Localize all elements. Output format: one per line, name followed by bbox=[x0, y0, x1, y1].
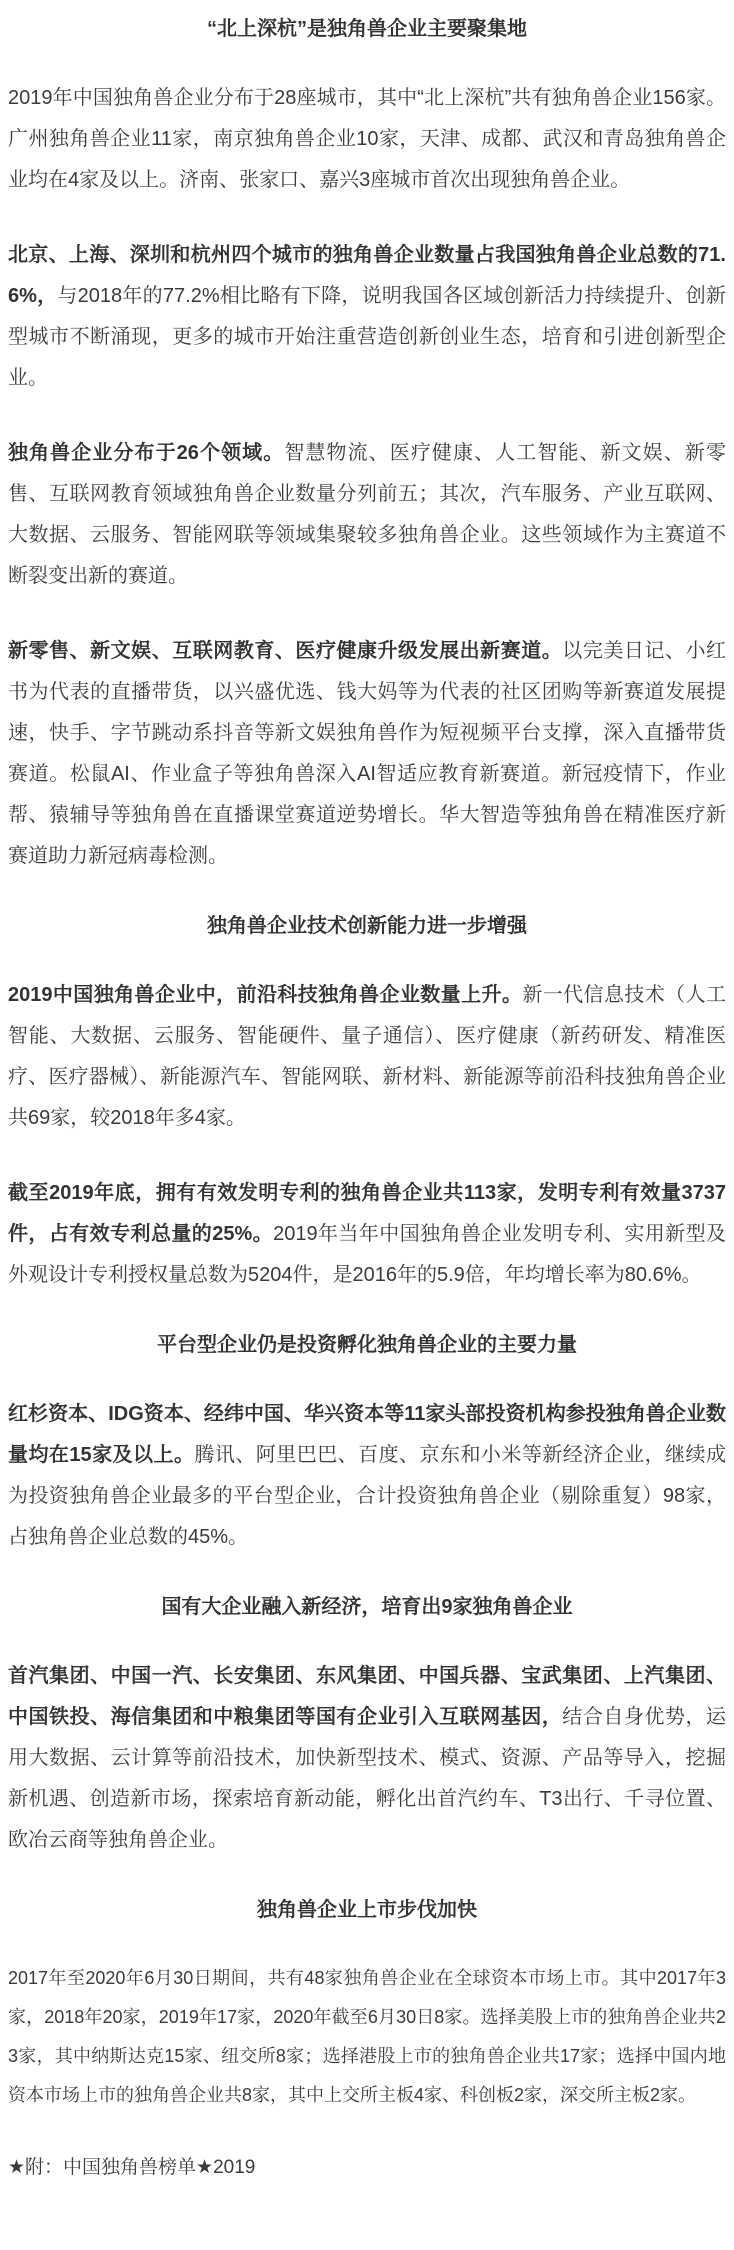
section-heading-innovation: 独角兽企业技术创新能力进一步增强 bbox=[207, 915, 527, 937]
section-heading-soe: 国有大企业融入新经济，培育出9家独角兽企业 bbox=[161, 1596, 573, 1618]
paragraph-frontier-tech-lead: 2019中国独角兽企业中，前沿科技独角兽企业数量上升。 bbox=[8, 984, 523, 1006]
paragraph-new-tracks bbox=[8, 631, 726, 877]
section-heading-platform-investors: 平台型企业仍是投资孵化独角兽企业的主要力量 bbox=[157, 1334, 577, 1356]
paragraph-soe bbox=[8, 1656, 726, 1861]
paragraph-26-fields-lead: 独角兽企业分布于26个领域。 bbox=[8, 442, 285, 464]
paragraph-city-distribution: 2019年中国独角兽企业分布于28座城市，其中“北上深杭”共有独角兽企业156家。广州独角兽企业11家，南京独角兽企业10家，天津、成都、武汉和青岛独角兽企业均在4家及以上。济南、张家口、嘉兴3座城市首次出现独角兽企业。 bbox=[8, 87, 726, 191]
paragraph-new-tracks-rest: 以完美日记、小红书为代表的直播带货，以兴盛优选、钱大妈等为代表的社区团购等新赛道发展提速，快手、字节跳动系抖音等新文娱独角兽作为短视频平台支撑，深入直播带货赛道。松鼠AI、作业盒子等独角兽深入AI智适应教育新赛道。新冠疫情下，作业帮、猿辅导等独角兽在直播课堂赛道逆势增长。华大智造等独角兽在精准医疗新赛道助力新冠病毒检测。 bbox=[8, 640, 727, 867]
paragraph-investors bbox=[8, 1394, 726, 1558]
paragraph-frontier-tech-rest: 新一代信息技术（人工智能、大数据、云服务、智能硬件、量子通信）、医疗健康（新药研发、精准医疗、医疗器械）、新能源汽车、智能网联、新材料、新能源等前沿科技独角兽企业共69家，较2018年多4家。 bbox=[8, 984, 726, 1129]
paragraph-top4-cities-rest: 与2018年的77.2%相比略有下降，说明我国各区域创新活力持续提升、创新型城市不断涌现，更多的城市开始注重营造创新创业生态，培育和引进创新型企业。 bbox=[8, 285, 727, 389]
paragraph-soe-lead: 首汽集团、中国一汽、长安集团、东风集团、中国兵器、宝武集团、上汽集团、中国铁投、海信集团和中粮集团等国有企业引入互联网基因， bbox=[8, 1665, 726, 1728]
section-heading-cities: “北上深杭”是独角兽企业主要聚集地 bbox=[207, 18, 527, 40]
paragraph-new-tracks-lead: 新零售、新文娱、互联网教育、医疗健康升级发展出新赛道。 bbox=[8, 640, 563, 662]
paragraph-26-fields bbox=[8, 433, 726, 597]
paragraph-top4-cities-lead: 北京、上海、深圳和杭州四个城市的独角兽企业数量占我国独角兽企业总数的71.6%， bbox=[8, 244, 726, 307]
paragraph-patents-rest: 2019年当年中国独角兽企业发明专利、实用新型及外观设计专利授权量总数为5204件，是2016年的5.9倍，年均增长率为80.6%。 bbox=[8, 1223, 727, 1286]
appendix-note: ★附：中国独角兽榜单★2019 bbox=[8, 2157, 256, 2178]
paragraph-investors-lead: 红杉资本、IDG资本、经纬中国、华兴资本等11家头部投资机构参投独角兽企业数量均在15家及以上。 bbox=[8, 1403, 726, 1466]
paragraph-frontier-tech bbox=[8, 975, 726, 1139]
paragraph-patents-lead: 截至2019年底，拥有有效发明专利的独角兽企业共113家，发明专利有效量3737件，占有效专利总量的25%。 bbox=[8, 1182, 726, 1245]
paragraph-26-fields-rest: 智慧物流、医疗健康、人工智能、新文娱、新零售、互联网教育领域独角兽企业数量分列前五；其次，汽车服务、产业互联网、大数据、云服务、智能网联等领域集聚较多独角兽企业。这些领域作为主赛道不断裂变出新的赛道。 bbox=[8, 442, 727, 587]
paragraph-ipo: 2017年至2020年6月30日期间，共有48家独角兽企业在全球资本市场上市。其中2017年3家，2018年20家，2019年17家，2020年截至6月30日8家。选择美股上市的独角兽企业共23家，其中纳斯达克15家、纽交所8家；选择港股上市的独角兽企业共17家；选择中国内地资本市场上市的独角兽企业共8家，其中上交所主板4家、科创板2家，深交所主板2家。 bbox=[8, 1968, 726, 2105]
section-heading-ipo: 独角兽企业上市步伐加快 bbox=[257, 1899, 477, 1921]
paragraph-top4-cities bbox=[8, 235, 726, 399]
paragraph-patents bbox=[8, 1173, 726, 1296]
paragraph-investors-rest: 腾讯、阿里巴巴、百度、京东和小米等新经济企业，继续成为投资独角兽企业最多的平台型企业，合计投资独角兽企业（剔除重复）98家，占独角兽企业总数的45%。 bbox=[8, 1444, 727, 1548]
paragraph-soe-rest: 结合自身优势，运用大数据、云计算等前沿技术，加快新型技术、模式、资源、产品等导入，挖掘新机遇、创造新市场，探索培育新动能，孵化出首汽约车、T3出行、千寻位置、欧冶云商等独角兽企业。 bbox=[8, 1706, 727, 1851]
